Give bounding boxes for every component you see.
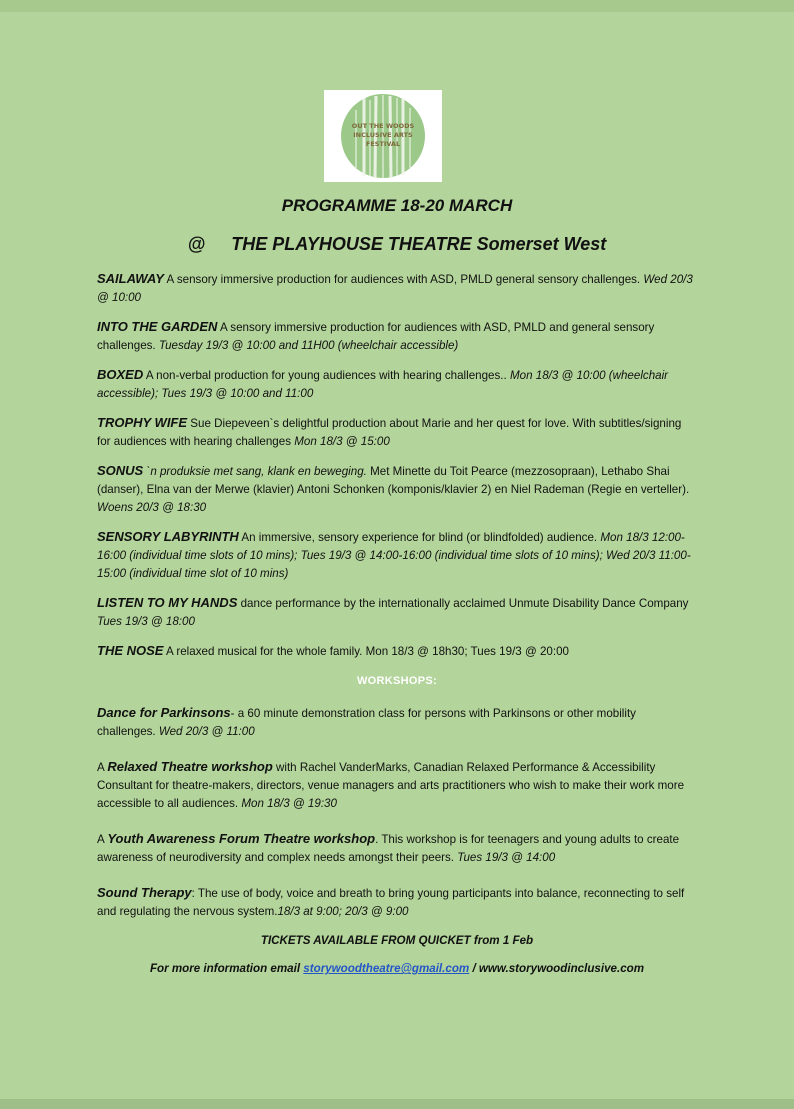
event-boxed	[97, 366, 697, 403]
logo-text-line2: INCLUSIVE ARTS	[353, 131, 413, 139]
workshop-description: : The use of body, voice and breath to bring young participants into balance, reconnecting to self and regulating the nervous system.	[97, 887, 685, 918]
event-schedule: Wed 20/3 @ 10:00	[97, 273, 693, 304]
event-description: A sensory immersive production for audiences with ASD, PMLD and general sensory challenges.	[97, 321, 655, 352]
festival-logo	[324, 90, 442, 182]
workshops-heading: WORKSHOPS:	[357, 675, 437, 687]
contact-separator: /	[469, 962, 479, 975]
logo-text-line3: FESTIVAL	[365, 140, 401, 148]
event-listen-to-my-hands	[97, 594, 697, 631]
workshop-description: with Rachel VanderMarks, Canadian Relaxed Performance & Accessibility Consultant for theatre-makers, directors, venue managers and arts practitioners who wish to make their work more accessible to all audiences.	[97, 761, 685, 810]
page-top-edge	[0, 0, 794, 12]
event-sensory-labyrinth	[97, 528, 697, 583]
event-schedule: Tuesday 19/3 @ 10:00 and 11H00 (wheelchair accessible)	[158, 339, 459, 352]
programme-content	[97, 270, 697, 978]
event-name: SONUS	[97, 463, 144, 478]
event-description: An immersive, sensory experience for blind (or blindfolded) audience.	[238, 531, 601, 544]
workshop-schedule: Mon 18/3 @ 19:30	[241, 797, 337, 810]
venue-name: THE PLAYHOUSE THEATRE Somerset West	[231, 234, 607, 254]
website-text: www.storywoodinclusive.com	[478, 962, 645, 975]
event-name: LISTEN TO MY HANDS	[97, 595, 238, 610]
workshop-prefix: A	[97, 761, 108, 774]
event-description: dance performance by the internationally acclaimed Unmute Disability Dance Company	[237, 597, 689, 610]
workshop-schedule: Wed 20/3 @ 11:00	[158, 725, 255, 738]
workshop-name: Relaxed Theatre workshop	[107, 759, 273, 774]
event-name: THE NOSE	[97, 643, 164, 658]
venue-at-sign: @	[187, 234, 206, 254]
workshop-dance-for-parkinsons	[97, 704, 697, 741]
event-description: A non-verbal production for young audiences with hearing challenges..	[143, 369, 510, 382]
event-sonus	[97, 462, 697, 517]
event-the-nose	[97, 642, 697, 661]
workshop-name: Youth Awareness Forum Theatre workshop	[107, 831, 376, 846]
event-description-italic: `n produksie met sang, klank en beweging.	[143, 465, 367, 478]
festival-logo-graphic	[324, 90, 442, 182]
event-trophy-wife	[97, 414, 697, 451]
workshop-sound-therapy	[97, 884, 697, 921]
event-schedule: Mon 18/3 @ 15:00	[294, 435, 390, 448]
event-description: Sue Diepeveen`s delightful production about Marie and her quest for love. With subtitles/signing for audiences with hearing challenges	[97, 417, 682, 448]
contact-prefix: For more information email	[149, 962, 304, 975]
event-name: TROPHY WIFE	[97, 415, 188, 430]
workshop-prefix: A	[97, 833, 108, 846]
event-description: A sensory immersive production for audiences with ASD, PMLD general sensory challenges.	[163, 273, 644, 286]
workshop-description: - a 60 minute demonstration class for persons with Parkinsons or other mobility challenges.	[97, 707, 636, 738]
workshop-name: Dance for Parkinsons	[97, 705, 231, 720]
event-schedule: Woens 20/3 @ 18:30	[97, 501, 207, 514]
tickets-notice: TICKETS AVAILABLE FROM QUICKET from 1 Feb	[260, 934, 534, 947]
event-name: INTO THE GARDEN	[97, 319, 218, 334]
contact-info	[97, 960, 697, 978]
workshop-schedule: Tues 19/3 @ 14:00	[457, 851, 556, 864]
logo-text-line1: OUT THE WOODS	[351, 122, 415, 130]
workshop-name: Sound Therapy	[97, 885, 192, 900]
event-description: A relaxed musical for the whole family. Mon 18/3 @ 18h30; Tues 19/3 @ 20:00	[163, 645, 569, 658]
event-description: Met Minette du Toit Pearce (mezzosopraan), Lethabo Shai (danser), Elna van der Merwe (klavier) Antoni Schonken (komponis/klavier 2) en Niel Rademan (Regie en verteller).	[97, 465, 690, 496]
workshop-youth-awareness	[97, 830, 697, 867]
event-sailaway	[97, 270, 697, 307]
page-bottom-edge	[0, 1099, 794, 1109]
event-schedule: Mon 18/3 @ 10:00 (wheelchair accessible); Tues 19/3 @ 10:00 and 11:00	[97, 369, 669, 400]
workshop-description: . This workshop is for teenagers and young adults to create awareness of neurodiversity and complex needs amongst their peers.	[97, 833, 680, 864]
event-schedule: Tues 19/3 @ 18:00	[97, 615, 195, 628]
venue-heading	[0, 234, 794, 255]
event-name: SAILAWAY	[97, 271, 164, 286]
workshop-schedule: 18/3 at 9:00; 20/3 @ 9:00	[277, 905, 409, 918]
event-schedule: Mon 18/3 12:00-16:00 (individual time slots of 10 mins); Tues 19/3 @ 14:00-16:00 (individual time slots of 10 mins); Wed 20/3 11:00-15:00 (individual time slot of 10 mins)	[97, 531, 691, 580]
event-name: BOXED	[97, 367, 144, 382]
workshop-relaxed-theatre	[97, 758, 697, 813]
event-into-the-garden	[97, 318, 697, 355]
email-link[interactable]: storywoodtheatre@gmail.com	[303, 962, 470, 975]
event-name: SENSORY LABYRINTH	[97, 529, 239, 544]
programme-title: PROGRAMME 18-20 MARCH	[281, 196, 513, 215]
